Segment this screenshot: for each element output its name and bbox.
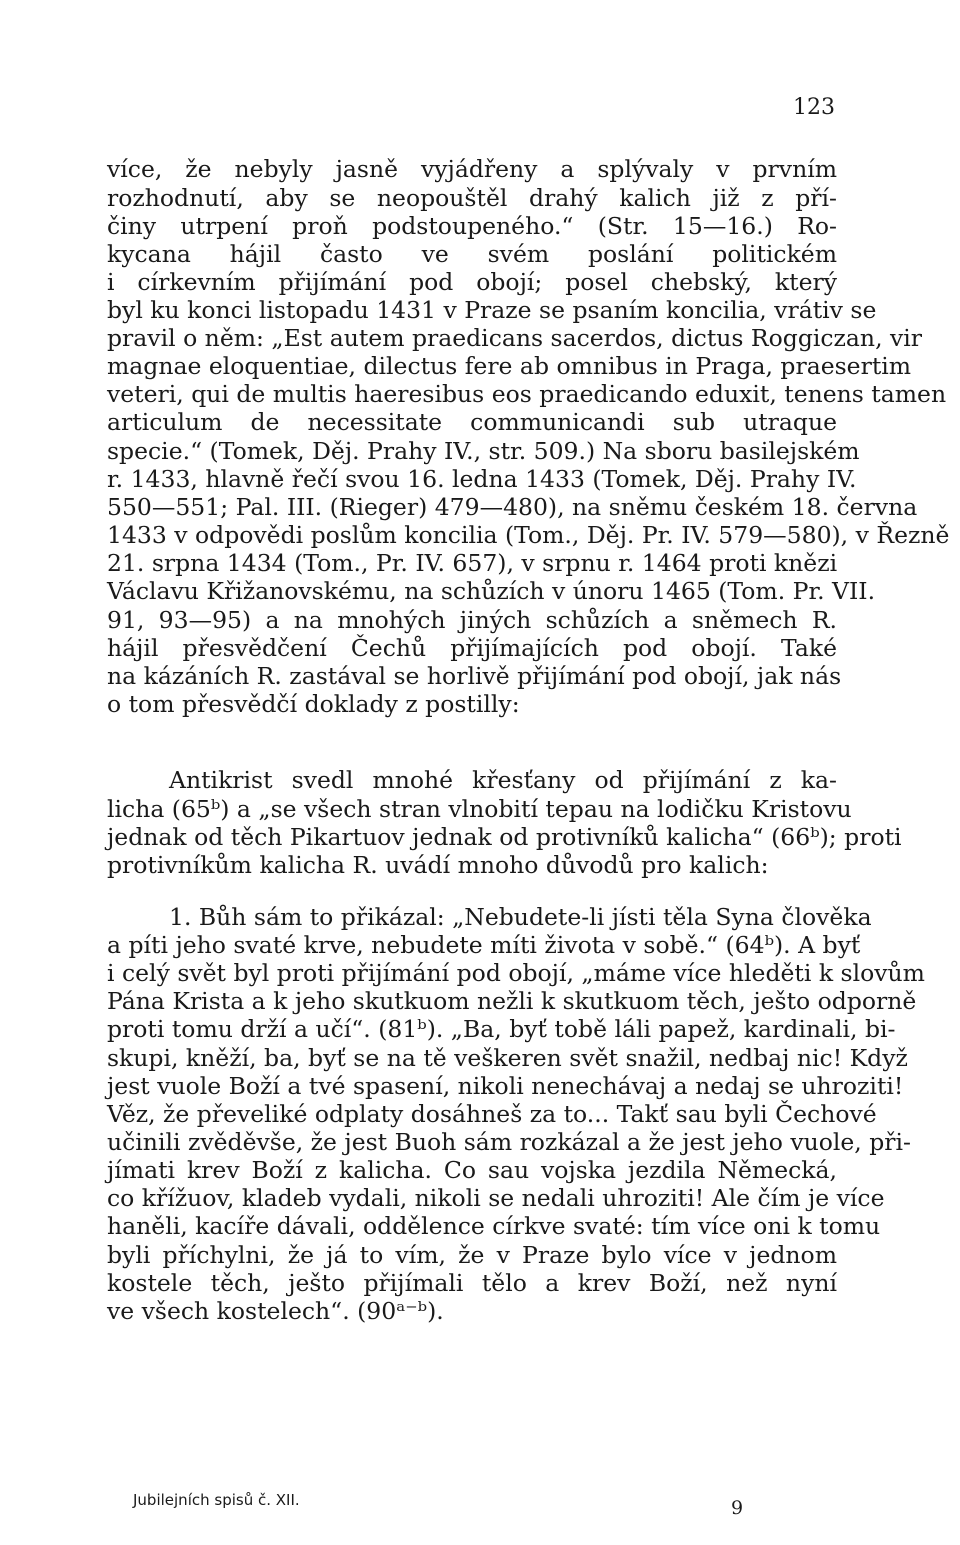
text-line: činy utrpení proň podstoupeného.“ (Str. 15—16.) Ro- — [107, 212, 837, 240]
text-line: na kázáních R. zastával se horlivě přijímání pod obojí, jak nás — [107, 662, 842, 690]
text-line: proti tomu drží a učí“. (81ᵇ). „Ba, byť tobě láli papež, kardinali, bi- — [107, 1015, 896, 1043]
text-line: pravil o něm: „Est autem praedicans sacerdos, dictus Roggiczan, vir — [107, 324, 923, 352]
text-line: i církevním přijímání pod obojí; posel chebský, který — [107, 268, 837, 296]
text-line: i celý svět byl proti přijímání pod obojí, „máme více hleděti k slovům — [107, 959, 925, 987]
text-line: 1. Bůh sám to přikázal: „Nebudete-li jísti těla Syna člověka — [169, 903, 872, 931]
text-line: ve všech kostelech“. (90ᵃ⁻ᵇ). — [107, 1297, 444, 1325]
text-line: byl ku konci listopadu 1431 v Praze se psaním koncilia, vrátiv se — [107, 296, 877, 324]
text-line: jednak od těch Pikartuov jednak od protivníků kalicha“ (66ᵇ); proti — [107, 823, 902, 851]
page-number: 123 — [793, 95, 835, 120]
footer-note: Jubilejních spisů č. XII. — [133, 1491, 300, 1509]
text-line: haněli, kacíře dávali, oddělence církve svaté: tím více oni k tomu — [107, 1212, 881, 1240]
text-line: více, že nebyly jasně vyjádřeny a splývaly v prvním — [107, 155, 837, 183]
text-line: o tom přesvědčí doklady z postilly: — [107, 690, 520, 718]
text-line: co křížuov, kladeb vydali, nikoli se nedali uhroziti! Ale čím je více — [107, 1184, 885, 1212]
text-line: specie.“ (Tomek, Děj. Prahy IV., str. 509.) Na sboru basilejském — [107, 437, 860, 465]
text-line: articulum de necessitate communicandi sub utraque — [107, 408, 837, 436]
text-line: Václavu Křižanovskému, na schůzích v únoru 1465 (Tom. Pr. VII. — [107, 577, 876, 605]
text-line: veteri, qui de multis haeresibus eos praedicando eduxit, tenens tamen — [107, 380, 947, 408]
text-line: kostele těch, ješto přijímali tělo a krev Boží, než nyní — [107, 1269, 837, 1297]
text-line: hájil přesvědčení Čechů přijímajících pod obojí. Také — [107, 634, 837, 662]
text-line: Antikrist svedl mnohé křesťany od přijímání z ka- — [169, 766, 837, 794]
text-line: magnae eloquentiae, dilectus fere ab omnibus in Praga, praesertim — [107, 352, 912, 380]
text-line: rozhodnutí, aby se neopouštěl drahý kalich již z pří- — [107, 184, 837, 212]
text-line: a píti jeho svaté krve, nebudete míti života v sobě.“ (64ᵇ). A byť — [107, 931, 861, 959]
text-line: Věz, že převeliké odplaty dosáhneš za to... Takť sau byli Čechové — [107, 1100, 877, 1128]
signature-mark: 9 — [731, 1497, 744, 1519]
text-line: učinili zvěděvše, že jest Buoh sám rozkázal a že jest jeho vuole, při- — [107, 1128, 911, 1156]
text-line: kycana hájil často ve svém poslání politickém — [107, 240, 837, 268]
text-line: r. 1433, hlavně řečí svou 16. ledna 1433 (Tomek, Děj. Prahy IV. — [107, 465, 857, 493]
text-line: 21. srpna 1434 (Tom., Pr. IV. 657), v srpnu r. 1464 proti knězi — [107, 549, 838, 577]
text-line: licha (65ᵇ) a „se všech stran vlnobití tepau na lodičku Kristovu — [107, 795, 852, 823]
text-line: jímati krev Boží z kalicha. Co sau vojska jezdila Německá, — [107, 1156, 837, 1184]
text-line: protivníkům kalicha R. uvádí mnoho důvodů pro kalich: — [107, 851, 769, 879]
text-line: skupi, kněží, ba, byť se na tě veškeren svět snažil, nedbaj nic! Když — [107, 1044, 908, 1072]
text-line: 550—551; Pal. III. (Rieger) 479—480), na sněmu českém 18. června — [107, 493, 918, 521]
text-line: byli příchylni, že já to vím, že v Praze bylo více v jednom — [107, 1241, 837, 1269]
text-line: jest vuole Boží a tvé spasení, nikoli nenechávaj a nedaj se uhroziti! — [107, 1072, 904, 1100]
text-line: 91, 93—95) a na mnohých jiných schůzích a sněmech R. — [107, 606, 837, 634]
text-line: 1433 v odpovědi poslům koncilia (Tom., Děj. Pr. IV. 579—580), v Řezně — [107, 521, 950, 549]
text-line: Pána Krista a k jeho skutkuom nežli k skutkuom těch, ješto odporně — [107, 987, 917, 1015]
